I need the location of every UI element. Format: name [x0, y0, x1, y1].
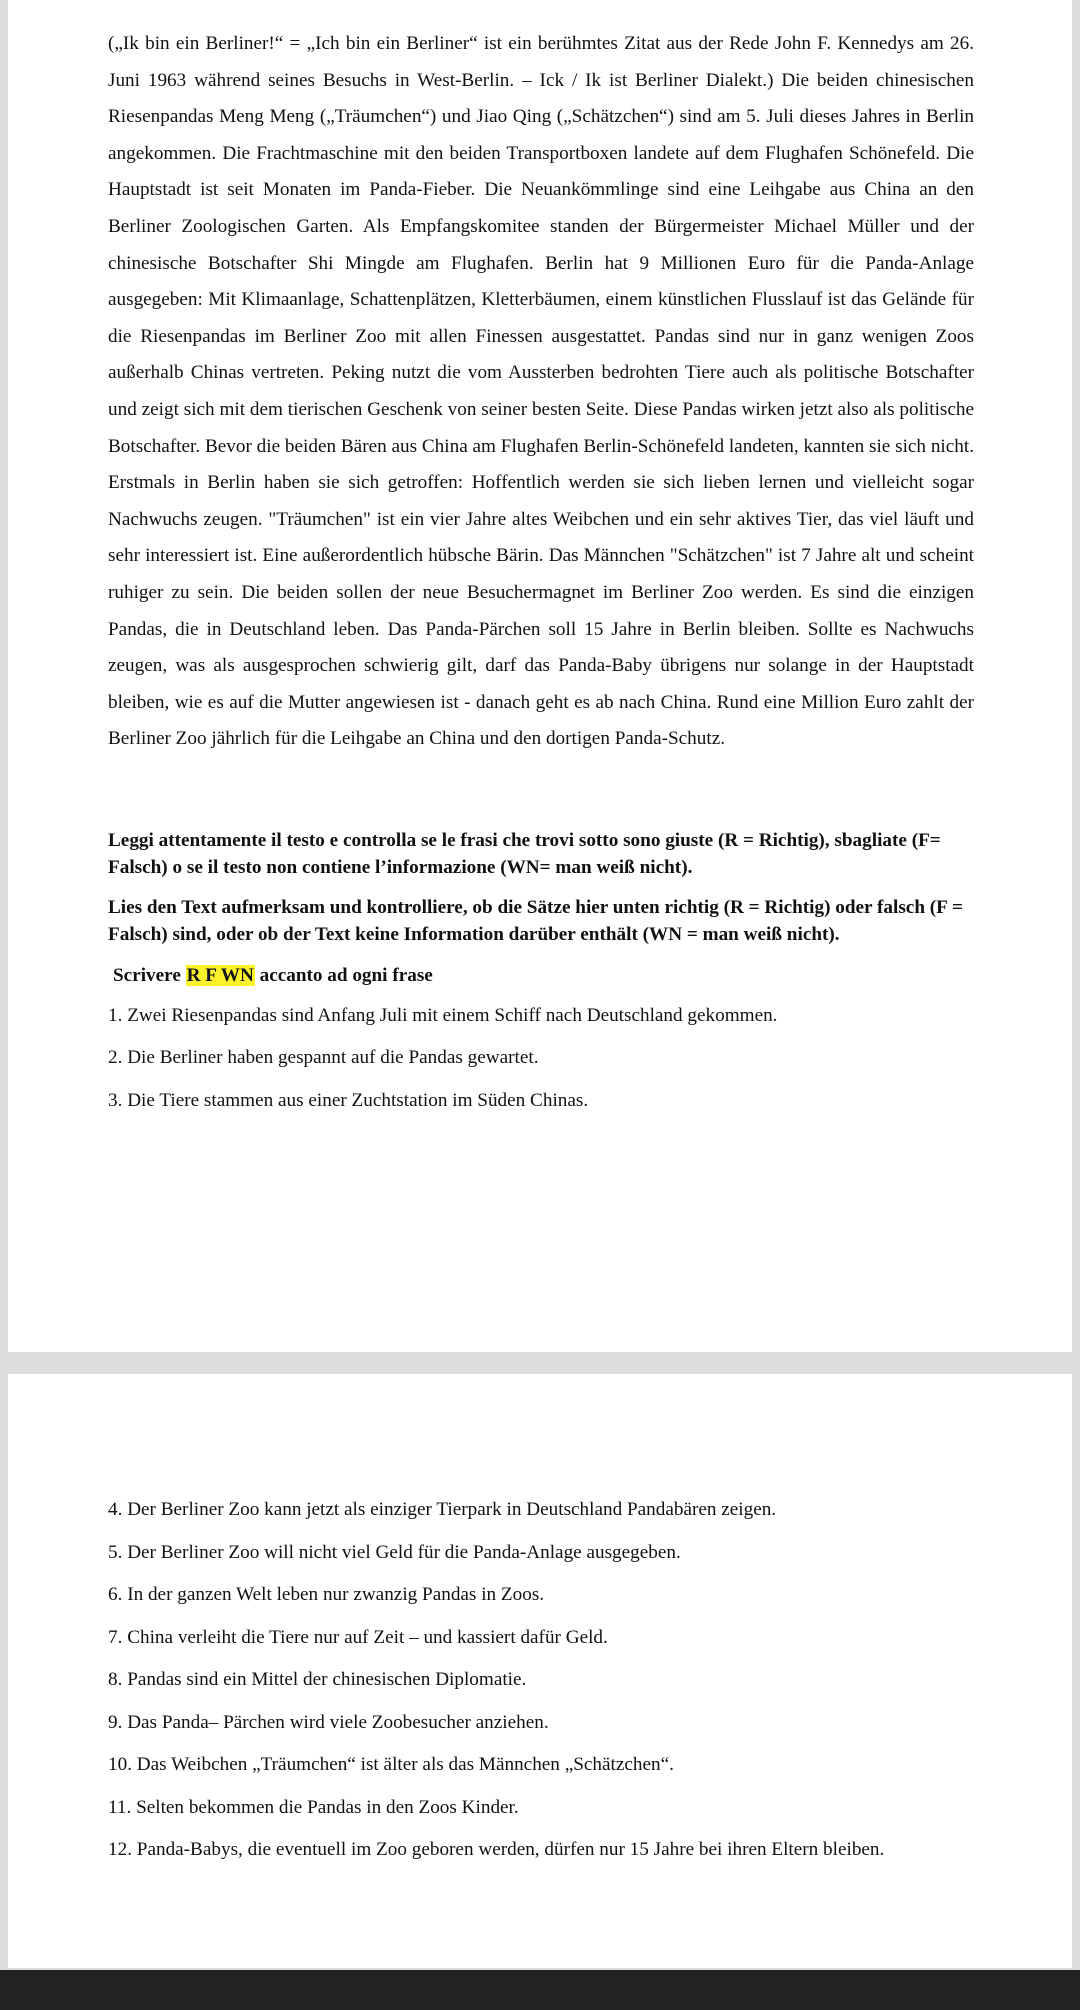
document-page-2	[8, 1374, 1072, 1968]
question-item: 5. Der Berliner Zoo will nicht viel Geld für die Panda-Anlage ausgegeben.	[108, 1541, 681, 1563]
question-item: 4. Der Berliner Zoo kann jetzt als einziger Tierpark in Deutschland Pandabären zeigen.	[108, 1499, 777, 1520]
instructions-italian: Leggi attentamente il testo e controlla se le frasi che trovi sotto sono giuste (R = Richtig), sbagliate (F= Falsch) o se il testo non contiene l’informazione (WN= man weiß nicht).	[108, 829, 941, 878]
question-item: 11. Selten bekommen die Pandas in den Zoos Kinder.	[108, 1796, 519, 1818]
question-item: 9. Das Panda– Pärchen wird viele Zoobesucher anziehen.	[108, 1711, 549, 1733]
question-item: 8. Pandas sind ein Mittel der chinesischen Diplomatie.	[108, 1669, 527, 1690]
question-item: 10. Das Weibchen „Träumchen“ ist älter als das Männchen „Schätzchen“.	[108, 1754, 674, 1775]
task-instruction	[113, 962, 974, 990]
document-page-1	[8, 0, 1072, 1352]
question-item: 1. Zwei Riesenpandas sind Anfang Juli mit einem Schiff nach Deutschland gekommen.	[108, 1004, 778, 1026]
question-item: 6. In der ganzen Welt leben nur zwanzig Pandas in Zoos.	[108, 1584, 545, 1605]
task-suffix: accanto ad ogni frase	[259, 964, 433, 986]
bottom-bar	[0, 1970, 1080, 2010]
question-list-page-2	[108, 1498, 974, 1862]
question-item: 12. Panda-Babys, die eventuell im Zoo geboren werden, dürfen nur 15 Jahre bei ihren Eltern bleiben.	[108, 1839, 885, 1860]
question-item: 3. Die Tiere stammen aus einer Zuchtstation im Süden Chinas.	[108, 1089, 589, 1111]
instructions-german: Lies den Text aufmerksam und kontrolliere, ob die Sätze hier unten richtig (R = Richtig) oder falsch (F = Falsch) sind, oder ob der Text keine Information darüber enthält (WN = man weiß nicht).	[108, 896, 963, 945]
answer-codes-highlight: R F WN	[186, 964, 254, 986]
question-list-page-1	[108, 1004, 974, 1113]
task-prefix: Scrivere	[113, 964, 181, 986]
question-item: 2. Die Berliner haben gespannt auf die Pandas gewartet.	[108, 1047, 539, 1069]
reading-passage: („Ik bin ein Berliner!“ = „Ich bin ein Berliner“ ist ein berühmtes Zitat aus der Rede John F. Kennedys am 26. Juni 1963 während seines Besuchs in West-Berlin. – Ick / Ik ist Berliner Dialekt.) Die beiden chinesischen Riesenpandas Meng Meng („Träumchen“) und Jiao Qing („Schätzchen“) sind am 5. Juli dieses Jahres in Berlin angekommen. Die Frachtmaschine mit den beiden Transportboxen landete auf dem Flughafen Schönefeld. Die Hauptstadt ist seit Monaten im Panda-Fieber. Die Neuankömmlinge sind eine Leihgabe aus China an den Berliner Zoologischen Garten. Als Empfangskomitee standen der Bürgermeister Michael Müller und der chinesische Botschafter Shi Mingde am Flughafen. Berlin hat 9 Millionen Euro für die Panda-Anlage ausgegeben: Mit Klimaanlage, Schattenplätzen, Kletterbäumen, einem künstlichen Flusslauf ist das Gelände für die Riesenpandas im Berliner Zoo mit allen Finessen ausgestattet. Pandas sind nur in ganz wenigen Zoos außerhalb Chinas vertreten. Peking nutzt die vom Aussterben bedrohten Tiere auch als politische Botschafter und zeigt sich mit dem tierischen Geschenk von seiner besten Seite. Diese Pandas wirken jetzt also als politische Botschafter. Bevor die beiden Bären aus China am Flughafen Berlin-Schönefeld landeten, kannten sie sich nicht. Erstmals in Berlin haben sie sich getroffen: Hoffentlich werden sie sich lieben lernen und vielleicht sogar Nachwuchs zeugen. "Träumchen" ist ein vier Jahre altes Weibchen und ein sehr aktives Tier, das viel läuft und sehr interessiert ist. Eine außerordentlich hübsche Bärin. Das Männchen "Schätzchen" ist 7 Jahre alt und scheint ruhiger zu sein. Die beiden sollen der neue Besuchermagnet im Berliner Zoo werden. Es sind die einzigen Pandas, die in Deutschland leben. Das Panda-Pärchen soll 15 Jahre in Berlin bleiben. Sollte es Nachwuchs zeugen, was als ausgesprochen schwierig gilt, darf das Panda-Baby übrigens nur solange in der Hauptstadt bleiben, wie es auf die Mutter angewiesen ist - danach geht es ab nach China. Rund eine Million Euro zahlt der Berliner Zoo jährlich für die Leihgabe an China und den dortigen Panda-Schutz.	[108, 33, 974, 750]
question-item: 7. China verleiht die Tiere nur auf Zeit – und kassiert dafür Geld.	[108, 1626, 608, 1648]
